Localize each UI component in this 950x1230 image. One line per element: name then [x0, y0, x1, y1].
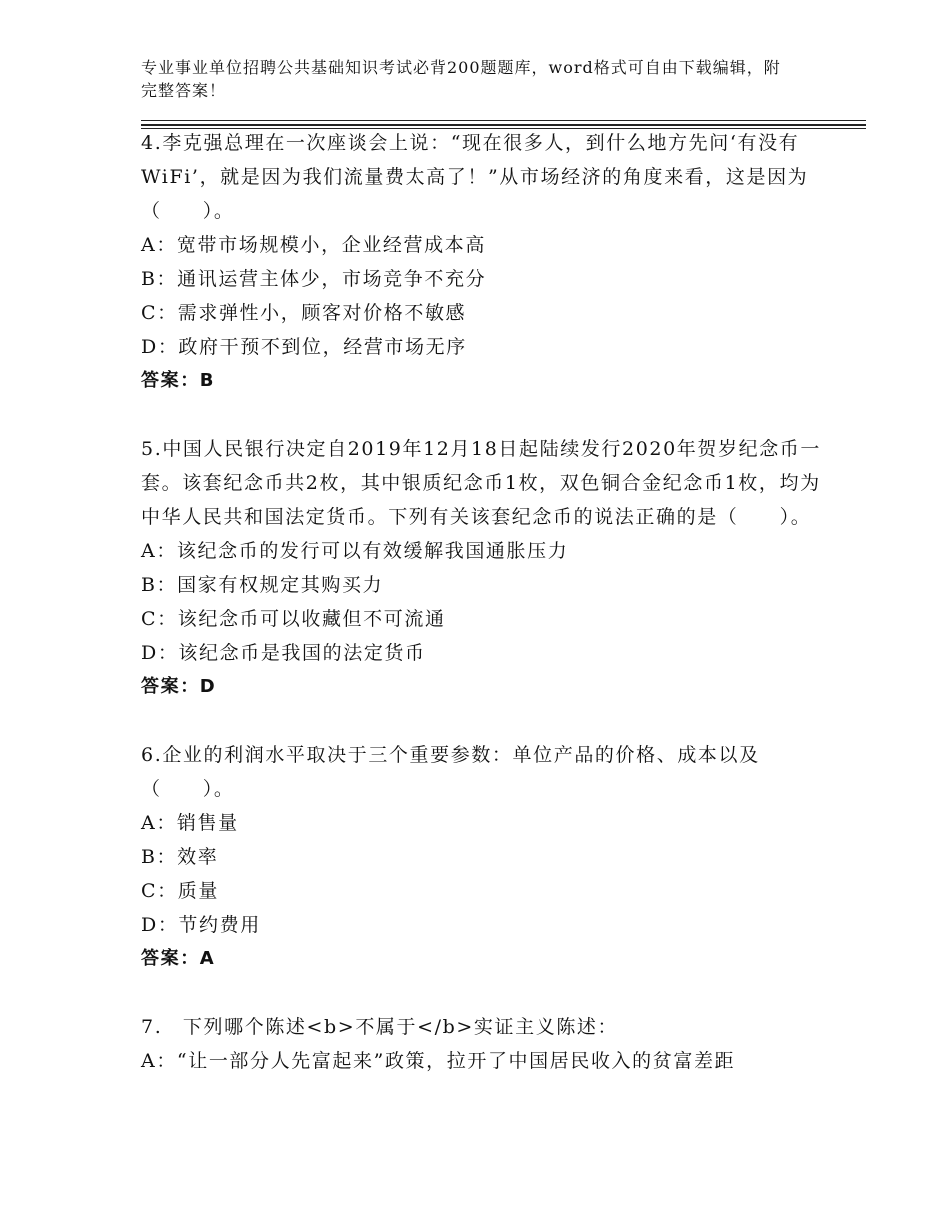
question-stem: 5.中国人民银行决定自2019年12月18日起陆续发行2020年贺岁纪念币一套。该套纪念币共2枚，其中银质纪念币1枚，双色铜合金纪念币1枚，均为中华人民共和国法定货币。下列有关该套纪念币的说法正确的是（ ）。 [141, 438, 821, 528]
question-stem: 7. 下列哪个陈述<b>不属于</b>实证主义陈述： [141, 1016, 619, 1038]
option-d: D：政府干预不到位，经营市场无序 [141, 336, 467, 358]
option-b: B：通讯运营主体少，市场竞争不充分 [141, 268, 487, 290]
answer-label: 答案：D [141, 676, 217, 697]
option-c: C：该纪念币可以收藏但不可流通 [141, 608, 446, 630]
option-b: B：国家有权规定其购买力 [141, 574, 384, 596]
option-a: A：“让一部分人先富起来”政策，拉开了中国居民收入的贫富差距 [141, 1050, 736, 1072]
option-a: A：宽带市场规模小，企业经营成本高 [141, 234, 486, 256]
answer-label: 答案：B [141, 370, 216, 391]
option-d: D：该纪念币是我国的法定货币 [141, 642, 426, 664]
header-divider [141, 120, 866, 121]
question-list [141, 126, 821, 1112]
option-a: A：销售量 [141, 812, 239, 834]
document-header: 专业事业单位招聘公共基础知识考试必背200题题库，word格式可自由下载编辑，附完整答案！ [141, 58, 781, 100]
answer-label: 答案：A [141, 948, 216, 969]
question-7 [141, 1010, 821, 1078]
option-c: C：质量 [141, 880, 219, 902]
question-stem: 6.企业的利润水平取决于三个重要参数：单位产品的价格、成本以及（ ）。 [141, 744, 760, 800]
option-d: D：节约费用 [141, 914, 261, 936]
question-stem: 4.李克强总理在一次座谈会上说：“现在很多人，到什么地方先问‘有没有WiFi’，就是因为我们流量费太高了！”从市场经济的角度来看，这是因为（ ）。 [141, 132, 809, 222]
question-5 [141, 432, 821, 704]
option-a: A：该纪念币的发行可以有效缓解我国通胀压力 [141, 540, 569, 562]
option-b: B：效率 [141, 846, 219, 868]
question-6 [141, 738, 821, 976]
option-c: C：需求弹性小，顾客对价格不敏感 [141, 302, 467, 324]
question-4 [141, 126, 821, 398]
